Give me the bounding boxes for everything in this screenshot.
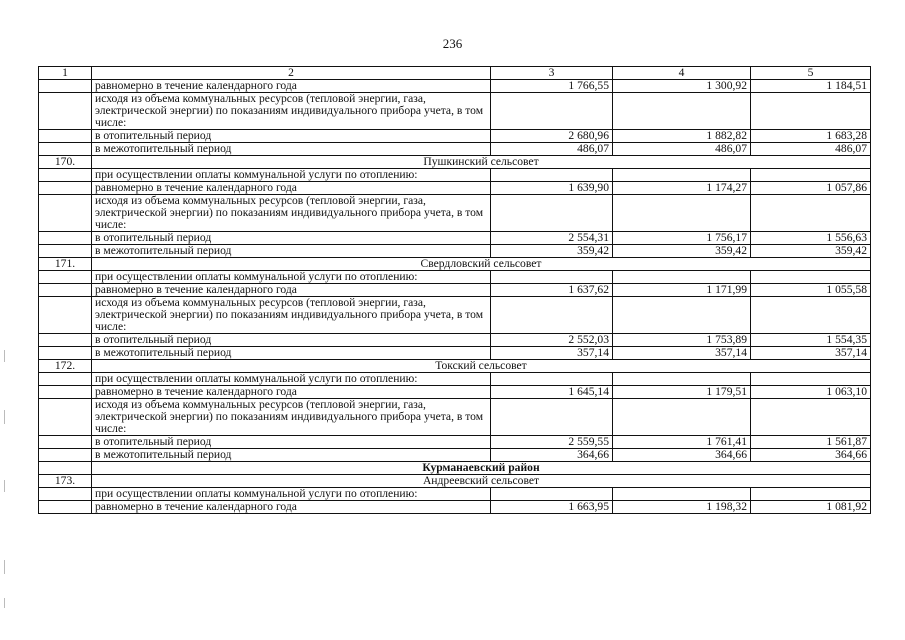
- table-row: [39, 169, 871, 182]
- row-index-cell: [39, 334, 92, 347]
- table-row: [39, 271, 871, 284]
- row-index-cell: [39, 284, 92, 297]
- column-number: 5: [751, 67, 871, 80]
- row-index-cell: [39, 347, 92, 360]
- value-col-5: [751, 488, 871, 501]
- value-col-4: 1 753,89: [613, 334, 751, 347]
- column-number: 1: [39, 67, 92, 80]
- section-title: Андреевский сельсовет: [92, 475, 871, 488]
- row-description: в межотопительный период: [92, 143, 491, 156]
- row-description: исходя из объема коммунальных ресурсов (тепловой энергии, газа, электрической энергии) по показаниям индивидуального прибора учета, в том числе:: [92, 195, 491, 232]
- row-index-cell: [39, 488, 92, 501]
- value-col-3: 2 559,55: [491, 436, 613, 449]
- section-number: 171.: [39, 258, 92, 271]
- row-description: равномерно в течение календарного года: [92, 284, 491, 297]
- table-row: [39, 399, 871, 436]
- value-col-5: [751, 271, 871, 284]
- value-col-5: 359,42: [751, 245, 871, 258]
- row-description: равномерно в течение календарного года: [92, 386, 491, 399]
- section-row: [39, 258, 871, 271]
- value-col-5: [751, 399, 871, 436]
- table-row: [39, 143, 871, 156]
- value-col-5: 486,07: [751, 143, 871, 156]
- value-col-4: 364,66: [613, 449, 751, 462]
- value-col-5: 1 556,63: [751, 232, 871, 245]
- value-col-3: 359,42: [491, 245, 613, 258]
- value-col-3: 1 766,55: [491, 80, 613, 93]
- section-title: Токский сельсовет: [92, 360, 871, 373]
- value-col-4: 486,07: [613, 143, 751, 156]
- table-row: [39, 386, 871, 399]
- row-index-cell: [39, 399, 92, 436]
- row-description: при осуществлении оплаты коммунальной услуги по отоплению:: [92, 169, 491, 182]
- column-number: 2: [92, 67, 491, 80]
- value-col-3: 1 637,62: [491, 284, 613, 297]
- value-col-4: 1 171,99: [613, 284, 751, 297]
- table-row: [39, 182, 871, 195]
- value-col-5: 1 184,51: [751, 80, 871, 93]
- section-row: [39, 156, 871, 169]
- table-row: [39, 80, 871, 93]
- table-row: [39, 449, 871, 462]
- row-description: равномерно в течение календарного года: [92, 80, 491, 93]
- value-col-3: [491, 399, 613, 436]
- row-index-cell: [39, 245, 92, 258]
- row-description: при осуществлении оплаты коммунальной услуги по отоплению:: [92, 271, 491, 284]
- scan-mark: [4, 480, 5, 492]
- value-col-5: 1 081,92: [751, 501, 871, 514]
- row-index-cell: [39, 93, 92, 130]
- row-description: равномерно в течение календарного года: [92, 182, 491, 195]
- value-col-4: 1 300,92: [613, 80, 751, 93]
- row-index-cell: [39, 271, 92, 284]
- table-row: [39, 130, 871, 143]
- row-index-cell: [39, 232, 92, 245]
- value-col-3: [491, 488, 613, 501]
- region-index-cell: [39, 462, 92, 475]
- value-col-4: [613, 399, 751, 436]
- table-row: [39, 245, 871, 258]
- table-row: [39, 93, 871, 130]
- value-col-5: 357,14: [751, 347, 871, 360]
- row-index-cell: [39, 436, 92, 449]
- value-col-4: [613, 169, 751, 182]
- scan-mark: [4, 560, 5, 574]
- value-col-4: 1 761,41: [613, 436, 751, 449]
- table-row: [39, 297, 871, 334]
- section-number: 170.: [39, 156, 92, 169]
- value-col-3: 1 639,90: [491, 182, 613, 195]
- value-col-3: [491, 373, 613, 386]
- scan-mark: [4, 350, 5, 362]
- value-col-4: 1 756,17: [613, 232, 751, 245]
- value-col-5: 364,66: [751, 449, 871, 462]
- row-index-cell: [39, 449, 92, 462]
- region-title: Курманаевский район: [92, 462, 871, 475]
- table-row: [39, 373, 871, 386]
- section-title: Пушкинский сельсовет: [92, 156, 871, 169]
- section-row: [39, 360, 871, 373]
- row-description: в отопительный период: [92, 436, 491, 449]
- value-col-5: [751, 169, 871, 182]
- row-description: в отопительный период: [92, 130, 491, 143]
- value-col-3: [491, 169, 613, 182]
- value-col-5: 1 683,28: [751, 130, 871, 143]
- table-row: [39, 334, 871, 347]
- value-col-4: [613, 488, 751, 501]
- row-index-cell: [39, 501, 92, 514]
- value-col-3: [491, 271, 613, 284]
- value-col-5: 1 561,87: [751, 436, 871, 449]
- row-description: равномерно в течение календарного года: [92, 501, 491, 514]
- section-number: 172.: [39, 360, 92, 373]
- column-number: 4: [613, 67, 751, 80]
- value-col-4: 1 882,82: [613, 130, 751, 143]
- value-col-3: [491, 297, 613, 334]
- table-row: [39, 195, 871, 232]
- value-col-3: 1 645,14: [491, 386, 613, 399]
- page-number: 236: [442, 36, 463, 51]
- value-col-3: 2 552,03: [491, 334, 613, 347]
- value-col-4: [613, 195, 751, 232]
- value-col-4: [613, 373, 751, 386]
- value-col-3: [491, 195, 613, 232]
- value-col-4: 357,14: [613, 347, 751, 360]
- table-row: [39, 488, 871, 501]
- table-row: [39, 284, 871, 297]
- scan-mark: [4, 410, 5, 424]
- value-col-4: [613, 271, 751, 284]
- table-body: [39, 67, 871, 514]
- value-col-3: [491, 93, 613, 130]
- value-col-5: 1 055,58: [751, 284, 871, 297]
- row-description: в межотопительный период: [92, 449, 491, 462]
- row-description: в межотопительный период: [92, 347, 491, 360]
- table-row: [39, 347, 871, 360]
- value-col-5: [751, 195, 871, 232]
- value-col-3: 2 554,31: [491, 232, 613, 245]
- value-col-5: 1 063,10: [751, 386, 871, 399]
- table-row: [39, 436, 871, 449]
- value-col-4: 359,42: [613, 245, 751, 258]
- value-col-5: [751, 373, 871, 386]
- value-col-5: [751, 93, 871, 130]
- row-description: исходя из объема коммунальных ресурсов (тепловой энергии, газа, электрической энергии) по показаниям индивидуального прибора учета, в том числе:: [92, 93, 491, 130]
- region-row: [39, 462, 871, 475]
- row-index-cell: [39, 130, 92, 143]
- table-row: [39, 232, 871, 245]
- scan-margin-marks: [4, 350, 7, 610]
- row-index-cell: [39, 80, 92, 93]
- tariff-table: [38, 66, 871, 514]
- row-index-cell: [39, 195, 92, 232]
- row-description: исходя из объема коммунальных ресурсов (тепловой энергии, газа, электрической энергии) по показаниям индивидуального прибора учета, в том числе:: [92, 297, 491, 334]
- value-col-3: 357,14: [491, 347, 613, 360]
- row-description: исходя из объема коммунальных ресурсов (тепловой энергии, газа, электрической энергии) по показаниям индивидуального прибора учета, в том числе:: [92, 399, 491, 436]
- row-description: в межотопительный период: [92, 245, 491, 258]
- value-col-4: 1 174,27: [613, 182, 751, 195]
- row-index-cell: [39, 143, 92, 156]
- row-index-cell: [39, 169, 92, 182]
- table-row: [39, 501, 871, 514]
- section-row: [39, 475, 871, 488]
- value-col-3: 2 680,96: [491, 130, 613, 143]
- value-col-4: [613, 297, 751, 334]
- row-description: в отопительный период: [92, 232, 491, 245]
- row-description: при осуществлении оплаты коммунальной услуги по отоплению:: [92, 373, 491, 386]
- value-col-5: [751, 297, 871, 334]
- section-number: 173.: [39, 475, 92, 488]
- row-index-cell: [39, 297, 92, 334]
- value-col-4: [613, 93, 751, 130]
- value-col-5: 1 554,35: [751, 334, 871, 347]
- value-col-3: 364,66: [491, 449, 613, 462]
- section-title: Свердловский сельсовет: [92, 258, 871, 271]
- row-description: при осуществлении оплаты коммунальной услуги по отоплению:: [92, 488, 491, 501]
- scan-mark: [4, 598, 5, 608]
- row-index-cell: [39, 386, 92, 399]
- row-description: в отопительный период: [92, 334, 491, 347]
- value-col-4: 1 198,32: [613, 501, 751, 514]
- column-number-row: [39, 67, 871, 80]
- value-col-4: 1 179,51: [613, 386, 751, 399]
- value-col-5: 1 057,86: [751, 182, 871, 195]
- value-col-3: 1 663,95: [491, 501, 613, 514]
- row-index-cell: [39, 182, 92, 195]
- row-index-cell: [39, 373, 92, 386]
- value-col-3: 486,07: [491, 143, 613, 156]
- column-number: 3: [491, 67, 613, 80]
